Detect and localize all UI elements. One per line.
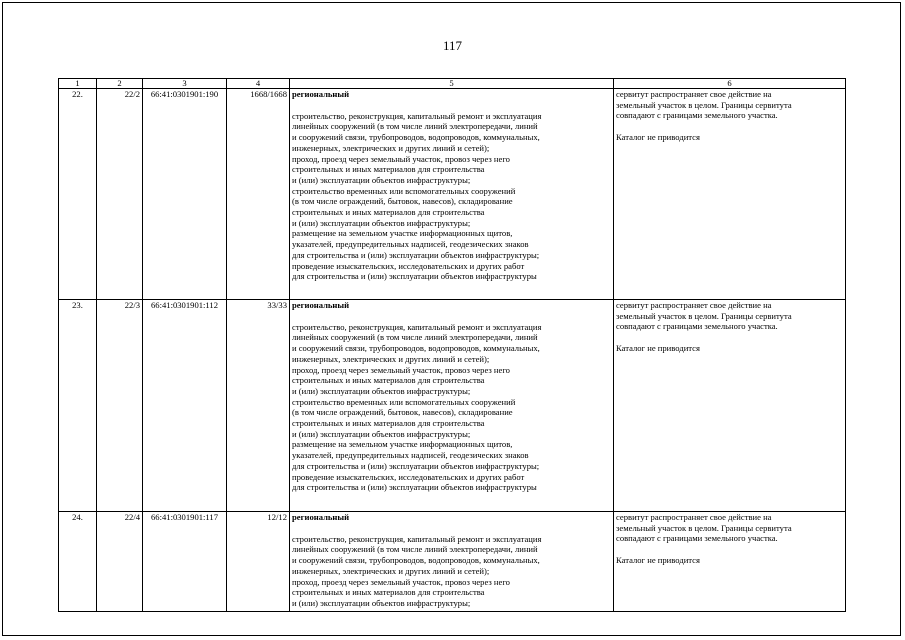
purpose-line: проход, проезд через земельный участок, провоз через него — [292, 153, 510, 164]
area-value: 33/33 — [227, 300, 290, 512]
area-value: 12/12 — [227, 512, 290, 612]
cadastral-number: 66:41:0301901:112 — [143, 300, 227, 512]
table-row — [59, 512, 846, 612]
purpose-line: линейных сооружений (в том числе линий электропередачи, линий — [292, 121, 538, 132]
purpose-line: инженерных, электрических и других линий и сетей); — [292, 565, 490, 576]
note-line: совпадают с границами земельного участка. — [616, 110, 778, 121]
purpose-line: линейных сооружений (в том числе линий электропередачи, линий — [292, 544, 538, 555]
purpose-line: строительство, реконструкция, капитальный ремонт и эксплуатация — [292, 321, 542, 332]
servitude-kind: региональный — [292, 512, 350, 522]
area-value: 1668/1668 — [227, 89, 290, 300]
purpose-line: указателей, предупредительных надписей, геодезических знаков — [292, 239, 529, 250]
row-number: 24. — [59, 512, 97, 612]
note-line: сервитут распространяет свое действие на — [616, 512, 772, 522]
purpose-line: (в том числе ограждений, бытовок, навесов), складирование — [292, 196, 513, 207]
purpose-line: строительство, реконструкция, капитальный ремонт и эксплуатация — [292, 533, 542, 544]
servitude-purpose-cell — [290, 300, 614, 512]
purpose-line: проход, проезд через земельный участок, провоз через него — [292, 364, 510, 375]
purpose-line: и сооружений связи, трубопроводов, водопроводов, коммунальных, — [292, 343, 540, 354]
table-row — [59, 300, 846, 512]
cadastral-number: 66:41:0301901:117 — [143, 512, 227, 612]
servitude-note-cell — [614, 89, 846, 300]
purpose-line: размещение на земельном участке информационных щитов, — [292, 439, 513, 450]
purpose-line: строительных и иных материалов для строительства — [292, 164, 485, 175]
purpose-line: инженерных, электрических и других линий и сетей); — [292, 142, 490, 153]
header-col-3: 3 — [143, 79, 227, 89]
purpose-line: и сооружений связи, трубопроводов, водопроводов, коммунальных, — [292, 555, 540, 566]
purpose-line: строительство временных или вспомогательных сооружений — [292, 185, 516, 196]
header-col-2: 2 — [97, 79, 143, 89]
servitude-purpose-cell — [290, 512, 614, 612]
purpose-line: и (или) эксплуатации объектов инфраструктуры; — [292, 217, 471, 228]
servitude-kind: региональный — [292, 89, 350, 99]
purpose-line: строительных и иных материалов для строительства — [292, 375, 485, 386]
note-line: совпадают с границами земельного участка. — [616, 321, 778, 332]
servitude-note-cell — [614, 300, 846, 512]
purpose-line: для строительства и (или) эксплуатации объектов инфраструктуры; — [292, 249, 540, 260]
purpose-line: и (или) эксплуатации объектов инфраструктуры; — [292, 385, 471, 396]
cadastral-number: 66:41:0301901:190 — [143, 89, 227, 300]
purpose-line: строительных и иных материалов для строительства — [292, 207, 485, 218]
purpose-line: строительство, реконструкция, капитальный ремонт и эксплуатация — [292, 110, 542, 121]
note-line: земельный участок в целом. Границы сервитута — [616, 522, 792, 533]
page-number: 117 — [442, 38, 463, 53]
servitude-number: 22/3 — [97, 300, 143, 512]
purpose-line: строительных и иных материалов для строительства — [292, 587, 485, 598]
note-line: земельный участок в целом. Границы сервитута — [616, 310, 792, 321]
purpose-line: указателей, предупредительных надписей, геодезических знаков — [292, 450, 529, 461]
purpose-line: и (или) эксплуатации объектов инфраструктуры; — [292, 597, 471, 608]
header-row — [59, 79, 846, 89]
catalog-note: Каталог не приводится — [616, 555, 700, 566]
purpose-line: размещение на земельном участке информационных щитов, — [292, 228, 513, 239]
table-row — [59, 89, 846, 300]
servitude-kind: региональный — [292, 300, 350, 310]
note-line: земельный участок в целом. Границы сервитута — [616, 99, 792, 110]
purpose-line: строительных и иных материалов для строительства — [292, 418, 485, 429]
catalog-note: Каталог не приводится — [616, 343, 700, 354]
purpose-line: и (или) эксплуатации объектов инфраструктуры; — [292, 174, 471, 185]
purpose-line: (в том числе ограждений, бытовок, навесов), складирование — [292, 407, 513, 418]
header-col-1: 1 — [59, 79, 97, 89]
catalog-note: Каталог не приводится — [616, 132, 700, 143]
purpose-line: проход, проезд через земельный участок, провоз через него — [292, 576, 510, 587]
purpose-line: для строительства и (или) эксплуатации объектов инфраструктуры; — [292, 460, 540, 471]
servitude-number: 22/4 — [97, 512, 143, 612]
note-line: сервитут распространяет свое действие на — [616, 300, 772, 310]
purpose-line: проведение изыскательских, исследовательских и других работ — [292, 260, 525, 271]
servitude-number: 22/2 — [97, 89, 143, 300]
header-col-5: 5 — [290, 79, 614, 89]
servitude-note-cell — [614, 512, 846, 612]
purpose-line: для строительства и (или) эксплуатации объектов инфраструктуры — [292, 482, 537, 493]
header-col-6: 6 — [614, 79, 846, 89]
servitude-purpose-cell — [290, 89, 614, 300]
header-col-4: 4 — [227, 79, 290, 89]
purpose-line: линейных сооружений (в том числе линий электропередачи, линий — [292, 332, 538, 343]
purpose-line: и сооружений связи, трубопроводов, водопроводов, коммунальных, — [292, 132, 540, 143]
purpose-line: и (или) эксплуатации объектов инфраструктуры; — [292, 428, 471, 439]
purpose-line: для строительства и (или) эксплуатации объектов инфраструктуры — [292, 271, 537, 282]
row-number: 23. — [59, 300, 97, 512]
purpose-line: инженерных, электрических и других линий и сетей); — [292, 353, 490, 364]
purpose-line: проведение изыскательских, исследовательских и других работ — [292, 471, 525, 482]
note-line: сервитут распространяет свое действие на — [616, 89, 772, 99]
servitude-table — [58, 78, 846, 612]
note-line: совпадают с границами земельного участка. — [616, 533, 778, 544]
purpose-line: строительство временных или вспомогательных сооружений — [292, 396, 516, 407]
row-number: 22. — [59, 89, 97, 300]
